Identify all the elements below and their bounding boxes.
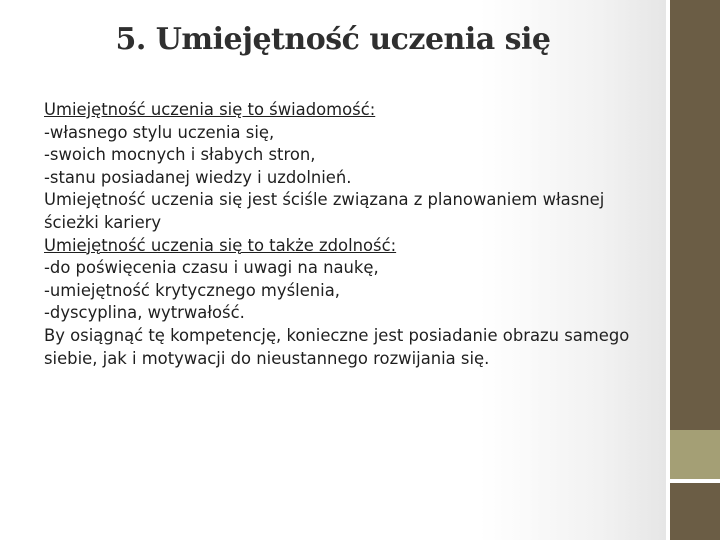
- right-stripe-bottom: [670, 483, 720, 540]
- content-line: Umiejętność uczenia się jest ściśle związana z planowaniem własnej ścieżki kariery: [44, 190, 605, 232]
- content-line: Umiejętność uczenia się to także zdolność:: [44, 235, 397, 255]
- content-line: -do poświęcenia czasu i uwagi na naukę,: [44, 258, 379, 278]
- content-line: -dyscyplina, wytrwałość.: [44, 303, 245, 323]
- content-line: -własnego stylu uczenia się,: [44, 122, 275, 142]
- content-line: -umiejętność krytycznego myślenia,: [44, 280, 340, 300]
- content-line: By osiągnąć tę kompetencję, konieczne jest posiadanie obrazu samego siebie, jak i motywacji do nieustannego rozwijania się.: [44, 325, 630, 368]
- content-line: -stanu posiadanej wiedzy i uzdolnień.: [44, 167, 352, 187]
- right-stripe-accent: [670, 430, 720, 479]
- content-line: Umiejętność uczenia się to świadomość:: [44, 100, 376, 119]
- slide-content: [44, 99, 654, 370]
- slide-title: 5. Umiejętność uczenia się: [115, 22, 551, 57]
- right-stripe-top: [670, 0, 720, 430]
- content-line: -swoich mocnych i słabych stron,: [44, 145, 316, 165]
